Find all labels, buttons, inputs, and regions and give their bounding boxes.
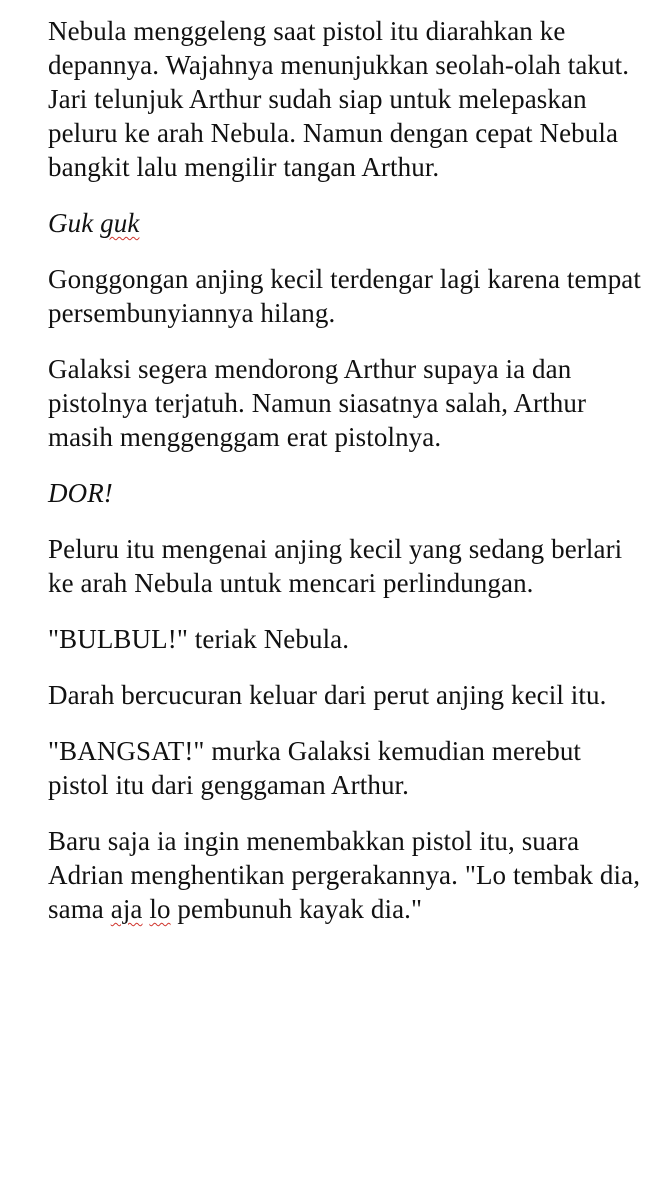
paragraph-10 xyxy=(48,824,648,926)
paragraph-6: Peluru itu mengenai anjing kecil yang sedang berlari ke arah Nebula untuk mencari perlindungan. xyxy=(48,534,623,598)
paragraph-10-tail: pembunuh kayak dia." xyxy=(170,894,423,924)
paragraph-8: Darah bercucuran keluar dari perut anjing kecil itu. xyxy=(48,680,607,710)
paragraph-7: "BULBUL!" teriak Nebula. xyxy=(48,624,350,654)
guk-word-1: Guk xyxy=(48,208,101,238)
paragraph-4: Galaksi segera mendorong Arthur supaya ia dan pistolnya terjatuh. Namun siasatnya salah, Arthur masih menggenggam erat pistolnya. xyxy=(48,354,587,452)
paragraph-10-text: Baru saja ia ingin menembakkan pistol itu, suara Adrian menghentikan pergerakannya. "Lo tembak dia, sama xyxy=(48,826,641,924)
spellcheck-word-aja: aja xyxy=(110,894,143,924)
document-page xyxy=(48,14,648,948)
paragraph-9: "BANGSAT!" murka Galaksi kemudian merebut pistol itu dari genggaman Arthur. xyxy=(48,736,582,800)
guk-word-2-spellcheck: guk xyxy=(100,208,140,238)
paragraph-dor: DOR! xyxy=(48,478,113,508)
paragraph-1: Nebula menggeleng saat pistol itu diarahkan ke depannya. Wajahnya menunjukkan seolah-olah takut. Jari telunjuk Arthur sudah siap untuk melepaskan peluru ke arah Nebula. Namun dengan cepat Nebula bangkit lalu mengilir tangan Arthur. xyxy=(48,16,630,182)
spellcheck-word-lo: lo xyxy=(149,894,171,924)
paragraph-3: Gonggongan anjing kecil terdengar lagi karena tempat persembunyiannya hilang. xyxy=(48,264,641,328)
paragraph-guk-guk xyxy=(48,206,648,240)
